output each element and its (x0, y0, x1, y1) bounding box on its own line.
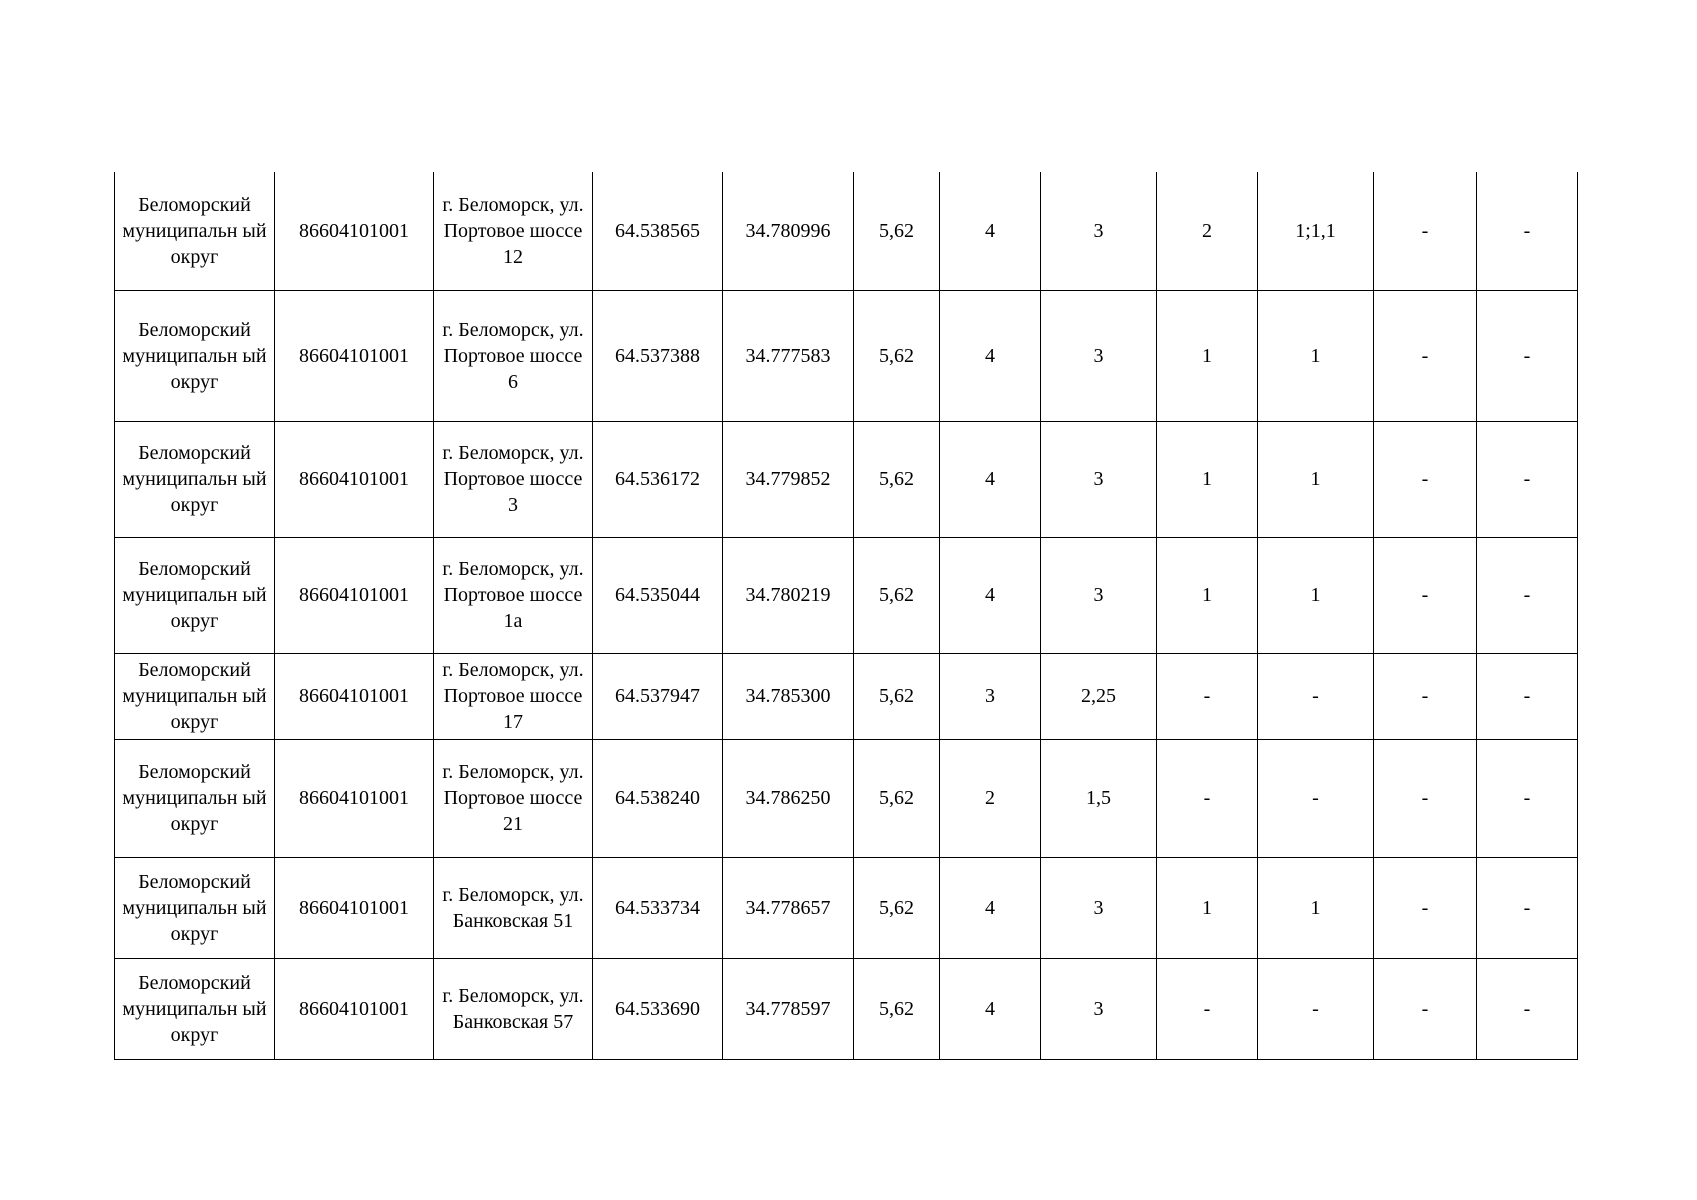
area-cell: 5,62 (854, 290, 940, 421)
value-cell-5: - (1374, 857, 1477, 958)
municipality-cell: Беломорский муниципальн ый округ (115, 421, 275, 537)
value-cell-3: 1 (1157, 537, 1258, 653)
longitude-cell: 34.779852 (723, 421, 854, 537)
area-cell: 5,62 (854, 653, 940, 739)
value-cell-4: 1 (1258, 537, 1374, 653)
value-cell-3: - (1157, 958, 1258, 1059)
value-cell-2: 3 (1041, 958, 1157, 1059)
municipality-cell: Беломорский муниципальн ый округ (115, 537, 275, 653)
latitude-cell: 64.537947 (593, 653, 723, 739)
area-cell: 5,62 (854, 857, 940, 958)
oktmo-cell: 86604101001 (275, 653, 434, 739)
value-cell-4: 1;1,1 (1258, 172, 1374, 290)
value-cell-6: - (1477, 653, 1578, 739)
value-cell-2: 1,5 (1041, 739, 1157, 857)
oktmo-cell: 86604101001 (275, 739, 434, 857)
oktmo-cell: 86604101001 (275, 857, 434, 958)
table-row (115, 421, 1578, 537)
value-cell-2: 3 (1041, 290, 1157, 421)
value-cell-3: - (1157, 739, 1258, 857)
table-row (115, 290, 1578, 421)
table-row (115, 537, 1578, 653)
table-row (115, 958, 1578, 1059)
value-cell-6: - (1477, 958, 1578, 1059)
address-cell: г. Беломорск, ул. Портовое шоссе 12 (434, 172, 593, 290)
area-cell: 5,62 (854, 739, 940, 857)
value-cell-5: - (1374, 290, 1477, 421)
address-cell: г. Беломорск, ул. Портовое шоссе 17 (434, 653, 593, 739)
value-cell-1: 4 (940, 958, 1041, 1059)
address-cell: г. Беломорск, ул. Банковская 57 (434, 958, 593, 1059)
value-cell-1: 4 (940, 857, 1041, 958)
latitude-cell: 64.533734 (593, 857, 723, 958)
table-row (115, 857, 1578, 958)
oktmo-cell: 86604101001 (275, 537, 434, 653)
municipality-cell: Беломорский муниципальн ый округ (115, 857, 275, 958)
address-cell: г. Беломорск, ул. Портовое шоссе 21 (434, 739, 593, 857)
municipality-cell: Беломорский муниципальн ый округ (115, 958, 275, 1059)
value-cell-4: 1 (1258, 421, 1374, 537)
value-cell-3: 2 (1157, 172, 1258, 290)
value-cell-1: 4 (940, 537, 1041, 653)
municipality-cell: Беломорский муниципальн ый округ (115, 290, 275, 421)
value-cell-3: 1 (1157, 290, 1258, 421)
longitude-cell: 34.778657 (723, 857, 854, 958)
address-cell: г. Беломорск, ул. Портовое шоссе 3 (434, 421, 593, 537)
longitude-cell: 34.786250 (723, 739, 854, 857)
address-cell: г. Беломорск, ул. Банковская 51 (434, 857, 593, 958)
latitude-cell: 64.537388 (593, 290, 723, 421)
longitude-cell: 34.780219 (723, 537, 854, 653)
oktmo-cell: 86604101001 (275, 290, 434, 421)
value-cell-5: - (1374, 653, 1477, 739)
municipality-cell: Беломорский муниципальн ый округ (115, 172, 275, 290)
value-cell-4: 1 (1258, 857, 1374, 958)
value-cell-2: 3 (1041, 537, 1157, 653)
municipality-cell: Беломорский муниципальн ый округ (115, 739, 275, 857)
value-cell-6: - (1477, 857, 1578, 958)
value-cell-4: 1 (1258, 290, 1374, 421)
value-cell-2: 2,25 (1041, 653, 1157, 739)
area-cell: 5,62 (854, 537, 940, 653)
value-cell-5: - (1374, 421, 1477, 537)
value-cell-1: 4 (940, 421, 1041, 537)
latitude-cell: 64.538565 (593, 172, 723, 290)
latitude-cell: 64.535044 (593, 537, 723, 653)
value-cell-1: 4 (940, 172, 1041, 290)
latitude-cell: 64.536172 (593, 421, 723, 537)
value-cell-5: - (1374, 172, 1477, 290)
municipality-cell: Беломорский муниципальн ый округ (115, 653, 275, 739)
latitude-cell: 64.538240 (593, 739, 723, 857)
longitude-cell: 34.785300 (723, 653, 854, 739)
value-cell-5: - (1374, 537, 1477, 653)
value-cell-6: - (1477, 537, 1578, 653)
value-cell-6: - (1477, 739, 1578, 857)
value-cell-6: - (1477, 421, 1578, 537)
value-cell-3: 1 (1157, 857, 1258, 958)
longitude-cell: 34.777583 (723, 290, 854, 421)
address-cell: г. Беломорск, ул. Портовое шоссе 6 (434, 290, 593, 421)
value-cell-4: - (1258, 653, 1374, 739)
value-cell-2: 3 (1041, 421, 1157, 537)
value-cell-4: - (1258, 739, 1374, 857)
value-cell-5: - (1374, 958, 1477, 1059)
registry-table-body (115, 172, 1578, 1059)
table-row (115, 739, 1578, 857)
value-cell-3: - (1157, 653, 1258, 739)
area-cell: 5,62 (854, 172, 940, 290)
value-cell-6: - (1477, 172, 1578, 290)
area-cell: 5,62 (854, 421, 940, 537)
value-cell-1: 3 (940, 653, 1041, 739)
value-cell-3: 1 (1157, 421, 1258, 537)
latitude-cell: 64.533690 (593, 958, 723, 1059)
value-cell-4: - (1258, 958, 1374, 1059)
oktmo-cell: 86604101001 (275, 958, 434, 1059)
value-cell-2: 3 (1041, 857, 1157, 958)
value-cell-6: - (1477, 290, 1578, 421)
oktmo-cell: 86604101001 (275, 172, 434, 290)
address-cell: г. Беломорск, ул. Портовое шоссе 1а (434, 537, 593, 653)
value-cell-2: 3 (1041, 172, 1157, 290)
value-cell-1: 4 (940, 290, 1041, 421)
registry-table (114, 172, 1578, 1060)
table-row (115, 653, 1578, 739)
area-cell: 5,62 (854, 958, 940, 1059)
oktmo-cell: 86604101001 (275, 421, 434, 537)
table-row (115, 172, 1578, 290)
longitude-cell: 34.780996 (723, 172, 854, 290)
value-cell-5: - (1374, 739, 1477, 857)
longitude-cell: 34.778597 (723, 958, 854, 1059)
value-cell-1: 2 (940, 739, 1041, 857)
